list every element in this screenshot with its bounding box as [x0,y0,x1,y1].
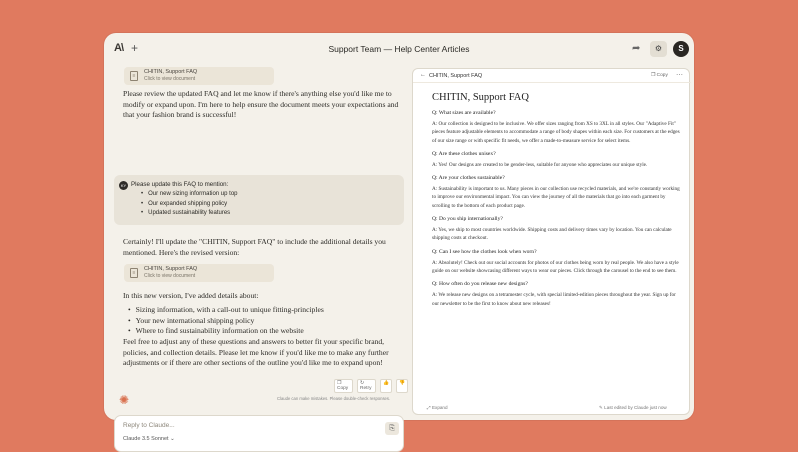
list-item: • Updated sustainability features [141,209,238,219]
faq-answer: A: Sustainability is important to us. Many pieces in our collection use recycled materials, and we're constantly working to improve our environmental impact. You can view the journey of all the materials that go into each garment by scrolling to the bottom of each product page. [432,186,680,209]
document-chip[interactable] [124,67,274,85]
document-chip[interactable] [124,264,274,282]
artifact-title: CHITIN, Support FAQ [432,92,529,103]
thumbs-up-icon[interactable]: 👍 [380,379,392,393]
model-label: Claude 3.5 Sonnet [123,436,169,442]
disclaimer: Claude can make mistakes. Please double-check responses. [277,396,391,401]
faq-question: Q: Do you ship internationally? [432,216,503,223]
faq-question: Q: Can I see how the clothes look when worn? [432,248,537,255]
retry-button[interactable]: ↻ Retry [357,379,376,393]
faq-answer: A: We release new designs on a tetramester cycle, with special limited-edition pieces throughout the year. Sign up for our newsletter to be the first to know about new releases! [432,292,676,307]
back-arrow-icon[interactable]: ← [420,72,426,78]
faq-question: Q: What sizes are available? [432,110,496,116]
document-chip-subtitle: Click to view document [144,273,196,279]
settings-icon[interactable]: ⚙ [650,41,667,57]
more-options-icon[interactable]: ⋯ [676,72,683,79]
artifact-copy-label: Copy [656,73,668,78]
faq-answer: A: Absolutely! Check out our social accounts for photos of our clothes being worn by real people. We also have a style guide on our website showcasing different ways to wear our pieces. Click through the carousel to the end to see them. [432,259,679,274]
assistant-message: Feel free to adjust any of these questions and answers to better fit your specific brand, policies, and collection details. Please let me know if you'd like me to make any further adjustments or if there are other sections of the outline you'd like me to expand upon! [123,337,389,367]
faq-answer: A: Yes, we ship to most countries worldwide. Shipping costs and delivery times vary by location. You can calculate shipping costs at checkout. [432,227,672,242]
artifact-header [413,69,691,83]
faq-question: Q: How often do you release new designs? [432,281,528,288]
document-icon: ≡ [130,268,138,278]
artifact-panel [412,68,690,415]
assistant-message: Please review the updated FAQ and let me know if there's anything else you'd like me to modify or expand upon. I'm here to help ensure the document meets your expectations and that your fashion brand is successful! [123,89,399,119]
summary-list [128,305,324,337]
user-message-avatar: KY [120,183,127,188]
conversation-title[interactable]: Support Team — Help Center Articles [328,44,470,54]
assistant-message: In this new version, I've added details about: [123,291,259,300]
thumbs-down-icon[interactable]: 👎 [396,379,408,393]
model-selector[interactable]: Claude 3.5 Sonnet ⌄ [123,436,175,442]
message-actions [334,379,408,393]
reply-placeholder[interactable]: Reply to Claude... [123,422,175,429]
copy-label: Copy [337,386,349,391]
expand-label: Expand [431,405,448,410]
user-message-text: Please update this FAQ to mention: [131,181,229,188]
chat-panel [114,65,408,442]
document-chip-title: CHITIN, Support FAQ [144,266,198,272]
artifact-header-name: CHITIN, Support FAQ [429,73,483,79]
document-chip-title: CHITIN, Support FAQ [144,69,198,75]
faq-answer: A: Yes! Our designs are created to be gender-less, suitable for anyone who appreciates our unique style. [432,161,648,168]
list-item: • Sizing information, with a call-out to unique fitting-principles [128,305,324,316]
claude-spark-icon: ✺ [119,393,130,407]
top-bar [104,33,694,65]
claude-logo[interactable]: A\ [114,42,123,54]
attach-icon[interactable]: ⎘ [385,422,399,435]
faq-answer: A: Our collection is designed to be inclusive. We offer sizes ranging from XS to 3XL in all styles. Our "Adaptive Fit" pieces feature adjustable elements to accommodate a range of body shapes within each size. For customers at the edges of our size range or with specific fit needs, we offer a made-to-measure service for select items. [432,121,680,144]
document-chip-subtitle: Click to view document [144,76,196,82]
user-message [114,175,404,225]
user-request-list [141,190,238,219]
list-item: • Our expanded shipping policy [141,200,238,210]
user-avatar[interactable]: S [673,41,689,57]
artifact-content [432,92,680,308]
last-edited-label: Last edited by Claude just now [604,405,667,410]
copy-button[interactable]: ❐ Copy [334,379,353,393]
expand-button[interactable]: ⤢ Expand [427,405,448,410]
artifact-footer [413,402,691,416]
list-item: • Where to find sustainability information on the website [128,326,324,337]
assistant-message: Certainly! I'll update the "CHITIN, Support FAQ" to include the additional details you mentioned. Here's the revised version: [123,237,386,257]
app-window [104,33,694,442]
new-chat-button[interactable]: + [131,41,139,55]
faq-question: Q: Are your clothes sustainable? [432,175,505,182]
share-icon[interactable]: ➦ [632,43,641,54]
document-icon: ≡ [130,71,138,81]
retry-label: Retry [360,386,372,391]
last-edited-status: ✎ Last edited by Claude just now [599,405,667,410]
list-item: • Your new international shipping policy [128,316,324,327]
faq-question: Q: Are these clothes unisex? [432,150,496,157]
list-item: • Our new sizing information up top [141,190,238,200]
artifact-copy-button[interactable]: ❐ Copy [651,73,668,78]
reply-input[interactable] [114,415,404,452]
